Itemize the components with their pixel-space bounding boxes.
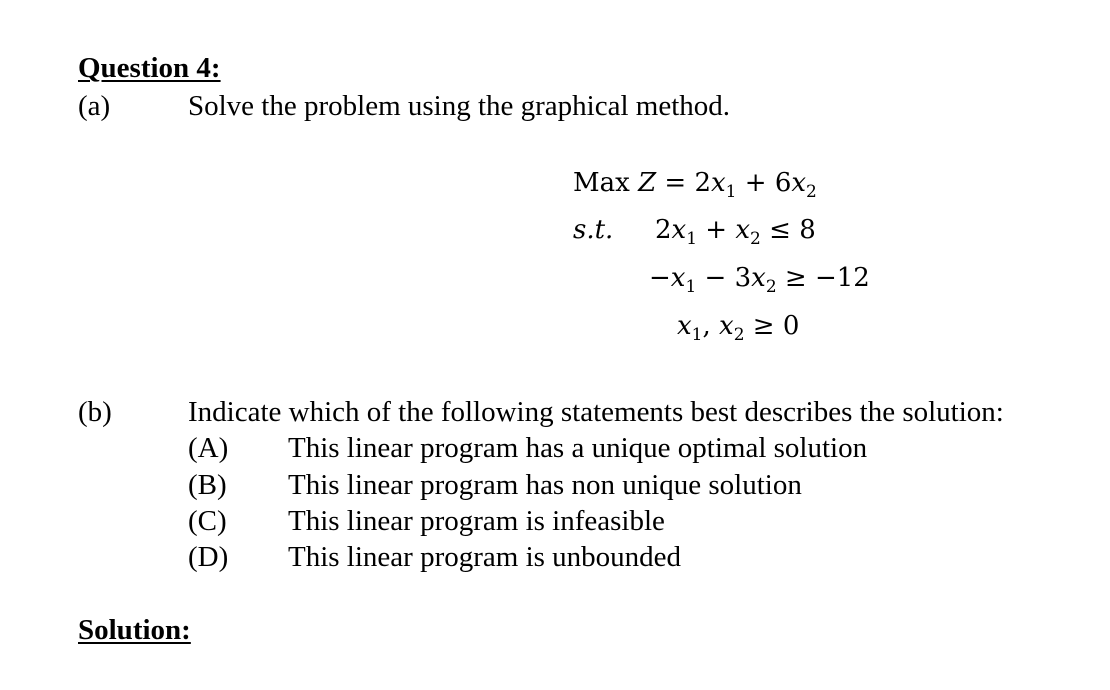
question-heading: Question 4: (78, 52, 221, 84)
constraint-1 (655, 210, 816, 250)
option-d (188, 539, 681, 575)
option-d-letter: (D) (188, 541, 229, 573)
constraint-3-render: $x_1$, $x_2 \ge 0$ (677, 311, 800, 345)
constraint-2 (649, 258, 870, 298)
option-b (188, 467, 802, 503)
objective-prefix: Max (573, 168, 630, 198)
objective-render: $Z = 2x_1 + 6x_2$ (638, 168, 817, 202)
option-d-text: This linear program is unbounded (288, 541, 682, 573)
option-a (188, 430, 867, 466)
objective-function (573, 163, 817, 203)
option-a-letter: (A) (188, 432, 229, 464)
constraint-1-render: $2x_1 + x_2 \le 8$ (655, 215, 816, 249)
option-c-text: This linear program is infeasible (288, 505, 665, 537)
part-a-label: (a) (78, 90, 111, 122)
option-c (188, 503, 665, 539)
part-b-instruction: Indicate which of the following statements best describes the solution: (188, 396, 1004, 428)
option-b-text: This linear program has non unique solution (288, 469, 802, 501)
st-label: s.t. (573, 215, 614, 245)
constraint-3 (677, 306, 799, 346)
part-b-label: (b) (78, 396, 112, 428)
option-b-letter: (B) (188, 469, 227, 501)
option-c-letter: (C) (188, 505, 227, 537)
constraint-2-render: $-x_1 - 3x_2 \ge -12$ (649, 263, 870, 297)
part-a-instruction: Solve the problem using the graphical method. (188, 90, 731, 122)
option-a-text: This linear program has a unique optimal solution (288, 432, 868, 464)
solution-heading: Solution: (78, 614, 191, 646)
